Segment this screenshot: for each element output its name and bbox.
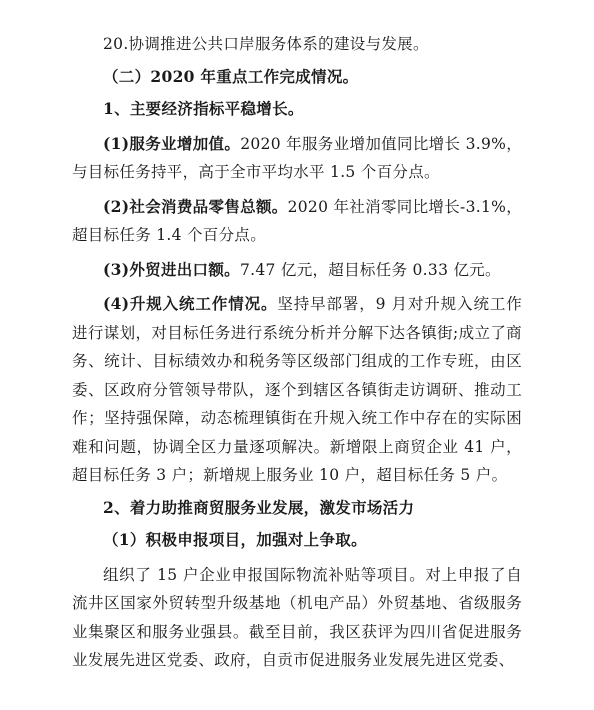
paragraph-text: 7.47 亿元，超目标任务 0.33 亿元。 <box>239 260 501 279</box>
paragraph-text: 坚持早部署，9 月对升规入统工作进行谋划，对目标任务进行系统分析并分解下达各镇街;成立了商务、统计、目标绩效办和税务等区级部门组成的工作专班，由区委、区政府分管领导带队，逐个到辖区各镇街走访调研、推动工作；坚持强保障，动态梳理镇街在升规入统工作中存在的实际困难和问题，协调全区力量逐项解决。新增限上商贸企业 41 户，超目标任务 3 户；新增规上服务业 10 户，超目标任务 5 户。 <box>72 295 522 484</box>
subsection-2-1-heading: （1）积极申报项目，加强对上争取。 <box>103 530 367 549</box>
section-2-heading: （二）2020 年重点工作完成情况。 <box>103 66 359 86</box>
item-20-paragraph: 20.协调推进公共口岸服务体系的建设与发展。 <box>103 35 429 53</box>
subsection-2-heading: 2、着力助推商贸服务业发展，激发市场活力 <box>103 497 415 517</box>
paragraph-foreign-trade <box>72 256 522 285</box>
paragraph-text: 2020 年社消零同比增长-3.1%，超目标任务 1.4 个百分点。 <box>72 197 522 244</box>
paragraph-label: (4)升规入统工作情况。 <box>103 294 278 313</box>
paragraph-upgrade-statistics <box>72 290 522 490</box>
document-page <box>72 30 522 675</box>
paragraph-label: (3)外贸进出口额。 <box>103 259 240 279</box>
paragraph-label: (1)服务业增加值。 <box>103 133 241 153</box>
paragraph-retail-sales <box>72 193 522 250</box>
paragraph-service-value-added <box>72 130 522 187</box>
subsection-1-heading: 1、主要经济指标平稳增长。 <box>103 99 304 118</box>
paragraph-text: 2020 年服务业增加值同比增长 3.9%，与目标任务持平，高于全市平均水平 1.5 个百分点。 <box>72 134 523 181</box>
paragraph-label: (2)社会消费品零售总额。 <box>103 196 288 216</box>
paragraph-project-applications: 组织了 15 户企业申报国际物流补贴等项目。对上申报了自流井区国家外贸转型升级基地（机电产品）外贸基地、省级服务业集聚区和服务业强县。截至目前，我区获评为四川省促进服务业发展先进区党委、政府，自贡市促进服务业发展先进区党委、 <box>72 565 522 669</box>
